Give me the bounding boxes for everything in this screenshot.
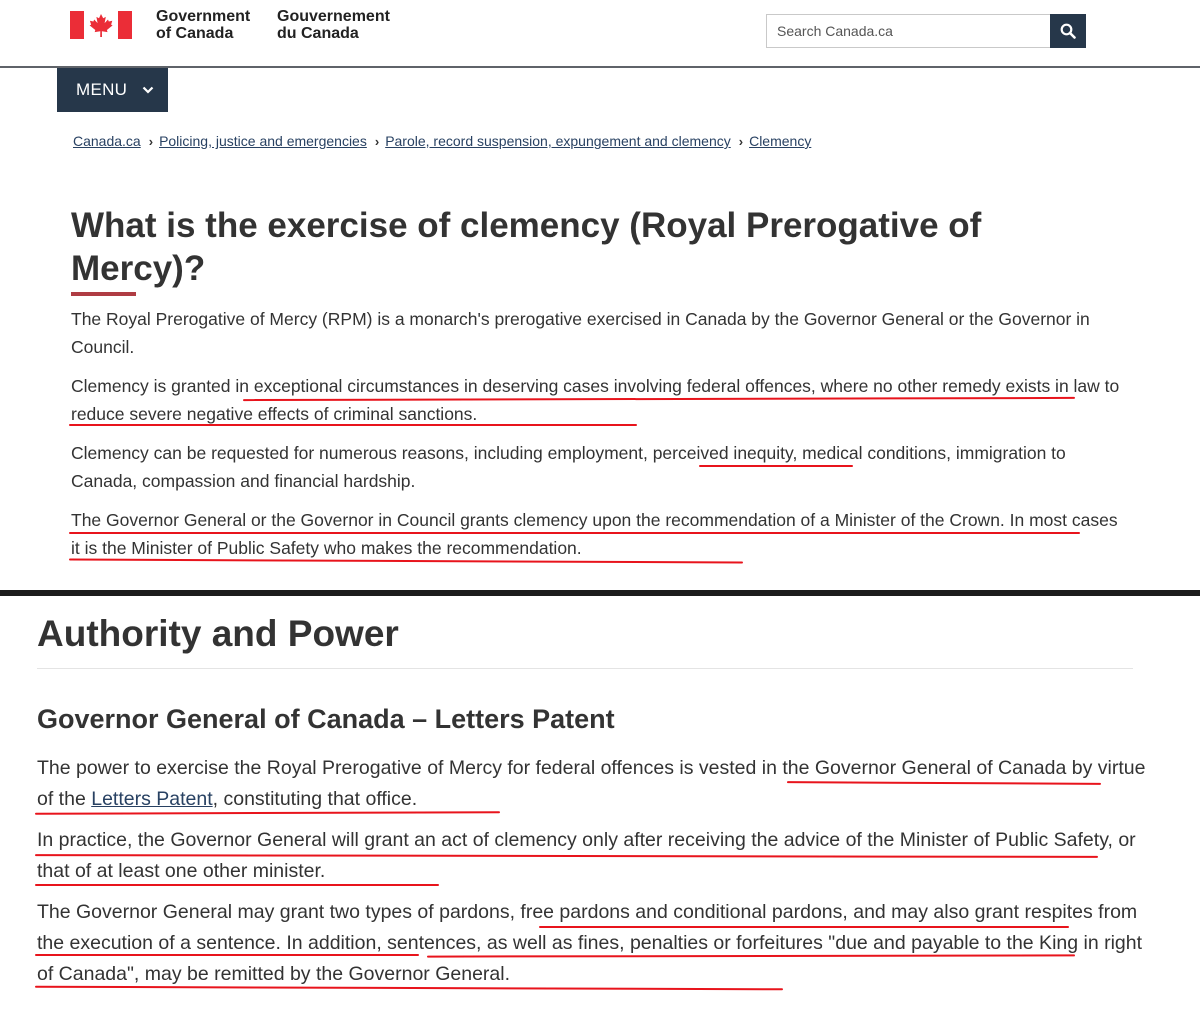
chevron-right-icon: › [148, 134, 154, 149]
chevron-down-icon [142, 86, 154, 94]
letters-patent-link[interactable]: Letters Patent [91, 788, 213, 810]
signature-en-line1: Government [156, 8, 251, 25]
title-underline-decoration [71, 292, 136, 296]
annotation-underline [699, 465, 853, 467]
breadcrumb-link-canada[interactable]: Canada.ca [73, 133, 141, 149]
page-title: What is the exercise of clemency (Royal Prerogative of Mercy)? [71, 206, 982, 288]
signature-fr-line2: du Canada [277, 25, 359, 42]
menu-label: MENU [76, 80, 128, 99]
breadcrumb-link-policing[interactable]: Policing, justice and emergencies [159, 133, 367, 149]
search-box [766, 14, 1086, 48]
canada-flag-icon[interactable] [70, 11, 132, 39]
intro-paragraph-reasons: Clemency can be requested for numerous reasons, including employment, perceived inequity, medical conditions, immigration to Canada, compassion and financial hardship. [71, 443, 1066, 491]
menu-button[interactable] [57, 68, 168, 112]
section-heading-rule [37, 668, 1133, 669]
intro-paragraph-granted: Clemency is granted in exceptional circumstances in deserving cases involving federal offences, where no other remedy exists in law to reduce severe negative effects of criminal sanctions. [71, 376, 1120, 424]
section-subheading: Governor General of Canada – Letters Patent [37, 704, 615, 734]
annotation-underline [539, 926, 1069, 928]
breadcrumb [73, 133, 811, 149]
screenshot-divider [0, 590, 1200, 596]
search-button[interactable] [1050, 14, 1086, 48]
chevron-right-icon: › [374, 134, 380, 149]
breadcrumb-link-parole[interactable]: Parole, record suspension, expungement and clemency [385, 133, 731, 149]
intro-paragraph-rpm: The Royal Prerogative of Mercy (RPM) is a monarch's prerogative exercised in Canada by the Governor General or the Governor in Council. [71, 309, 1090, 357]
authority-text-end: , constituting that office. [212, 788, 418, 810]
authority-text: The power to exercise the Royal Prerogative of Mercy for federal offences is vested in the Governor General of Canada by virtue of the [37, 757, 1146, 810]
signature-english[interactable] [156, 8, 250, 42]
annotation-underline [69, 532, 1080, 534]
search-icon [1060, 23, 1076, 39]
signature-fr-line1: Gouvernement [277, 8, 390, 25]
authority-paragraph-practice: In practice, the Governor General will grant an act of clemency only after receiving the advice of the Minister of Public Safety, or that of at least one other minister. [37, 829, 1136, 882]
annotation-underline [69, 424, 637, 426]
section-heading: Authority and Power [37, 613, 399, 654]
authority-paragraph-pardons: The Governor General may grant two types of pardons, free pardons and conditional pardons, and may also grant respites from the execution of a sentence. In addition, sentences, as well as fines, penalties or forfeitures "due and payable to the King in right of Canada", may be remitted by the Governor General. [37, 901, 1143, 985]
site-header [0, 0, 1200, 68]
intro-paragraph-recommendation: The Governor General or the Governor in Council grants clemency upon the recommendation of a Minister of the Crown. In most cases it is the Minister of Public Safety who makes the recommendation. [71, 510, 1118, 558]
breadcrumb-link-clemency[interactable]: Clemency [749, 133, 812, 149]
search-input[interactable] [766, 14, 1050, 48]
signature-en-line2: of Canada [156, 25, 234, 42]
annotation-underline [35, 954, 419, 956]
chevron-right-icon: › [738, 134, 744, 149]
signature-french[interactable] [277, 8, 390, 42]
annotation-underline [35, 884, 439, 886]
